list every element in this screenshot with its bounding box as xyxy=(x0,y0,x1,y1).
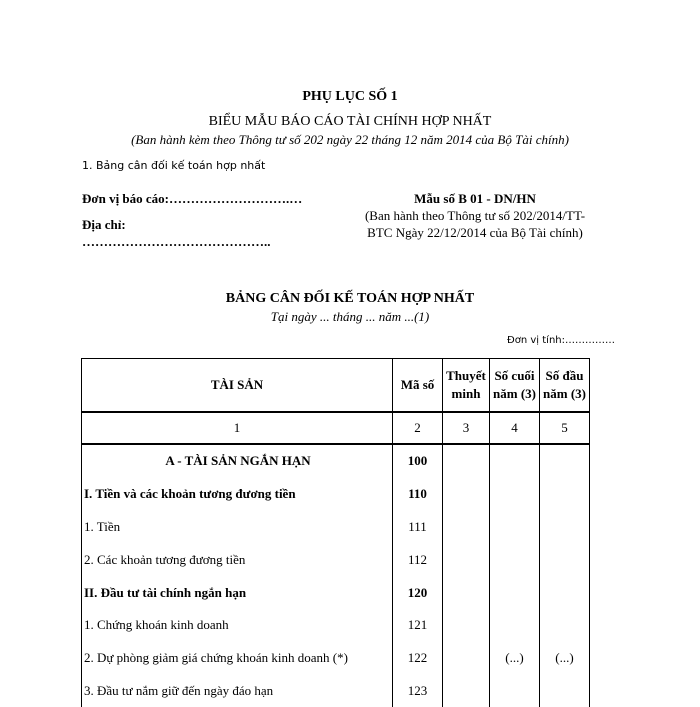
header-note-line-2: minh xyxy=(451,386,481,401)
table-row xyxy=(82,576,590,609)
document-title: BIỂU MẪU BÁO CÁO TÀI CHÍNH HỢP NHẤT xyxy=(208,114,492,129)
column-number: 3 xyxy=(443,412,490,444)
column-number: 5 xyxy=(540,412,590,444)
reporting-unit-field: Đơn vị báo cáo:……………………….… xyxy=(82,191,303,206)
row-end-value xyxy=(490,478,540,511)
column-number: 1 xyxy=(82,412,393,444)
table-row xyxy=(82,478,590,511)
row-code: 122 xyxy=(393,642,443,675)
row-end-value xyxy=(490,609,540,642)
form-issued-line-1: (Ban hành theo Thông tư số 202/2014/TT- xyxy=(364,208,586,223)
table-row xyxy=(82,609,590,642)
header-asset: TÀI SẢN xyxy=(82,359,393,413)
row-begin-value xyxy=(540,675,590,707)
form-number: Mẫu số B 01 - DN/HN xyxy=(414,191,536,206)
header-begin-line-1: Số đầu xyxy=(545,368,584,383)
report-title: BẢNG CÂN ĐỐI KẾ TOÁN HỢP NHẤT xyxy=(225,291,475,306)
row-note xyxy=(443,675,490,707)
column-number: 4 xyxy=(490,412,540,444)
form-issued-line-2: BTC Ngày 22/12/2014 của Bộ Tài chính) xyxy=(367,225,583,240)
row-note xyxy=(443,609,490,642)
row-label: II. Đầu tư tài chính ngắn hạn xyxy=(82,576,393,609)
row-note xyxy=(443,444,490,478)
row-begin-value xyxy=(540,444,590,478)
row-label: A - TÀI SẢN NGẮN HẠN xyxy=(82,444,393,478)
row-label: I. Tiền và các khoản tương đương tiền xyxy=(82,478,393,511)
row-begin-value xyxy=(540,609,590,642)
table-row xyxy=(82,675,590,707)
header-end-of-year xyxy=(490,359,540,413)
table-row xyxy=(82,543,590,576)
row-end-value: (...) xyxy=(490,642,540,675)
row-end-value xyxy=(490,576,540,609)
row-begin-value xyxy=(540,511,590,544)
row-begin-value xyxy=(540,478,590,511)
row-label: 1. Tiền xyxy=(82,511,393,544)
balance-sheet-table xyxy=(81,358,590,707)
document-subtitle: (Ban hành kèm theo Thông tư số 202 ngày 22 tháng 12 năm 2014 của Bộ Tài chính) xyxy=(131,132,569,147)
table-row xyxy=(82,642,590,675)
row-code: 120 xyxy=(393,576,443,609)
table-header-row xyxy=(82,359,590,413)
row-label: 2. Các khoản tương đương tiền xyxy=(82,543,393,576)
column-number-row xyxy=(82,412,590,444)
row-end-value xyxy=(490,543,540,576)
header-end-line-2: năm (3) xyxy=(493,386,536,401)
report-date-line: Tại ngày ... tháng ... năm ...(1) xyxy=(270,309,430,324)
address-dots: …………………………………….. xyxy=(82,234,271,249)
row-code: 121 xyxy=(393,609,443,642)
row-end-value xyxy=(490,444,540,478)
table-row xyxy=(82,511,590,544)
row-note xyxy=(443,642,490,675)
row-note xyxy=(443,478,490,511)
address-label: Địa chỉ: xyxy=(82,217,126,232)
unit-label: Đơn vị tính:…………… xyxy=(507,335,616,346)
row-begin-value xyxy=(540,543,590,576)
row-begin-value xyxy=(540,576,590,609)
row-code: 110 xyxy=(393,478,443,511)
row-label: 1. Chứng khoán kinh doanh xyxy=(82,609,393,642)
header-end-line-1: Số cuối xyxy=(494,368,535,383)
row-note xyxy=(443,543,490,576)
header-note xyxy=(443,359,490,413)
header-note-line-1: Thuyết xyxy=(446,368,486,383)
row-label: 2. Dự phòng giảm giá chứng khoán kinh doanh (*) xyxy=(82,642,393,675)
row-code: 100 xyxy=(393,444,443,478)
row-note xyxy=(443,511,490,544)
header-beginning-of-year xyxy=(540,359,590,413)
section-label: 1. Bảng cân đối kế toán hợp nhất xyxy=(82,159,266,172)
table-row xyxy=(82,444,590,478)
appendix-title: PHỤ LỤC SỐ 1 xyxy=(302,89,398,104)
row-code: 111 xyxy=(393,511,443,544)
row-begin-value: (...) xyxy=(540,642,590,675)
row-note xyxy=(443,576,490,609)
row-end-value xyxy=(490,675,540,707)
row-label: 3. Đầu tư nắm giữ đến ngày đáo hạn xyxy=(82,675,393,707)
header-begin-line-2: năm (3) xyxy=(543,386,586,401)
row-end-value xyxy=(490,511,540,544)
row-code: 112 xyxy=(393,543,443,576)
header-code: Mã số xyxy=(393,359,443,413)
row-code: 123 xyxy=(393,675,443,707)
column-number: 2 xyxy=(393,412,443,444)
